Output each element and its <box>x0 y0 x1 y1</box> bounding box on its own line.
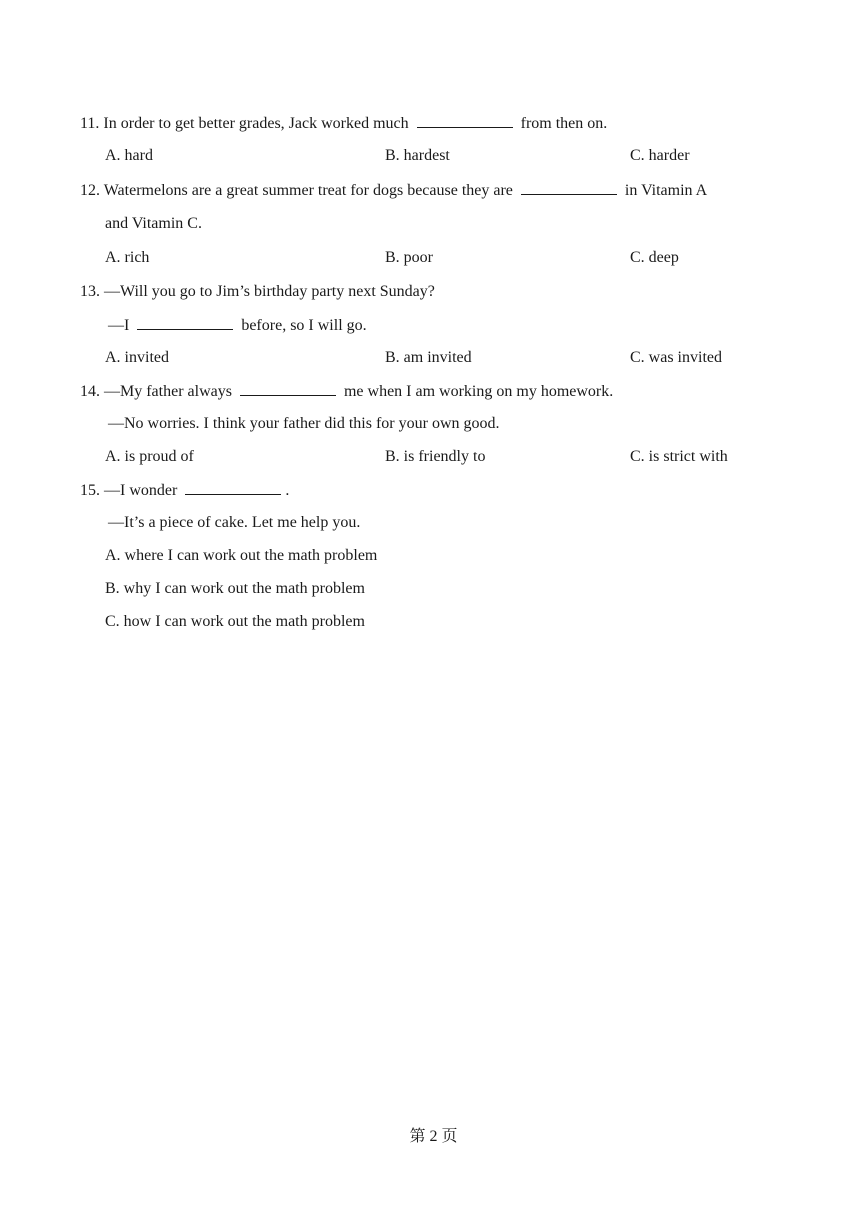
option-b[interactable]: B. is friendly to <box>385 448 486 465</box>
question-14 <box>80 381 613 402</box>
question-number: 13. <box>80 283 100 300</box>
answer-blank[interactable] <box>521 180 617 195</box>
option-b[interactable]: B. poor <box>385 249 433 266</box>
question-text: —I <box>108 317 130 334</box>
option-a[interactable]: A. where I can work out the math problem <box>105 547 378 564</box>
question-number: 11. <box>80 115 100 132</box>
question-13 <box>80 282 435 302</box>
dialogue-line: —It’s a piece of cake. Let me help you. <box>108 514 361 531</box>
question-text: —My father always <box>104 383 232 400</box>
dialogue-line-with-blank <box>108 315 367 336</box>
question-15 <box>80 480 289 501</box>
question-number: 14. <box>80 383 100 400</box>
question-11 <box>80 113 607 134</box>
option-a[interactable]: A. rich <box>105 249 150 266</box>
option-c[interactable]: C. harder <box>630 147 690 164</box>
answer-blank[interactable] <box>240 381 336 396</box>
question-text-continued: and Vitamin C. <box>105 215 202 232</box>
page-number: 2 <box>429 1128 438 1145</box>
page-footer <box>0 1123 867 1146</box>
question-text-tail: . <box>285 482 290 499</box>
question-text: —I wonder <box>104 482 178 499</box>
question-12 <box>80 180 707 201</box>
question-text-tail: from then on. <box>520 115 608 132</box>
question-number: 15. <box>80 482 100 499</box>
option-c[interactable]: C. was invited <box>630 349 722 366</box>
option-a[interactable]: A. hard <box>105 147 153 164</box>
question-text-tail: in Vitamin A <box>624 182 708 199</box>
option-a[interactable]: A. is proud of <box>105 448 194 465</box>
answer-blank[interactable] <box>137 315 233 330</box>
page-suffix: 页 <box>441 1128 458 1145</box>
dialogue-line: —No worries. I think your father did this for your own good. <box>108 415 500 432</box>
option-b[interactable]: B. hardest <box>385 147 450 164</box>
option-c[interactable]: C. deep <box>630 249 679 266</box>
question-number: 12. <box>80 182 100 199</box>
question-text: Watermelons are a great summer treat for dogs because they are <box>103 182 513 199</box>
option-a[interactable]: A. invited <box>105 349 169 366</box>
dialogue-line: —Will you go to Jim’s birthday party next Sunday? <box>104 283 435 300</box>
question-text: In order to get better grades, Jack worked much <box>103 115 409 132</box>
page-prefix: 第 <box>409 1128 426 1145</box>
answer-blank[interactable] <box>417 113 513 128</box>
option-b[interactable]: B. why I can work out the math problem <box>105 580 365 597</box>
question-text-tail: before, so I will go. <box>241 317 367 334</box>
option-c[interactable]: C. how I can work out the math problem <box>105 613 365 630</box>
option-c[interactable]: C. is strict with <box>630 448 728 465</box>
question-text-tail: me when I am working on my homework. <box>343 383 614 400</box>
option-b[interactable]: B. am invited <box>385 349 472 366</box>
answer-blank[interactable] <box>185 480 281 495</box>
